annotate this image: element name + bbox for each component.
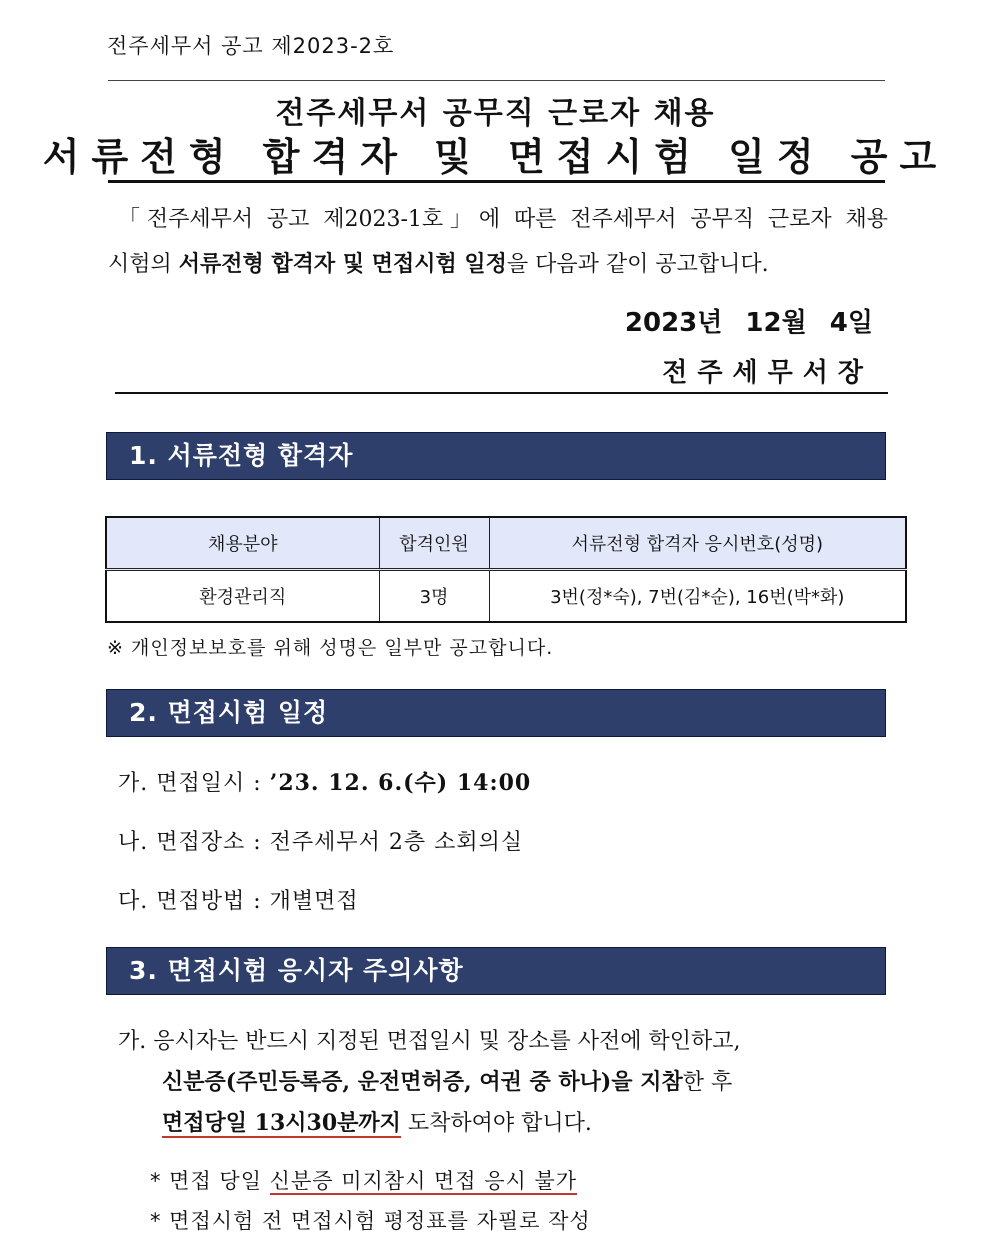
id-requirement: 신분증(주민등록증, 운전면허증, 여권 중 하나)을 지참 bbox=[162, 1069, 683, 1095]
table-header-applicants: 서류전형 합격자 응시번호(성명) bbox=[489, 517, 906, 570]
top-divider bbox=[108, 80, 885, 81]
table-cell-field: 환경관리직 bbox=[106, 570, 379, 623]
title-divider bbox=[108, 180, 885, 183]
results-table bbox=[105, 516, 907, 623]
precautions-line-2 bbox=[118, 1062, 888, 1103]
intro-line-2-prefix: 시험의 bbox=[108, 252, 179, 277]
table-header-row bbox=[106, 517, 906, 570]
table-header-count: 합격인원 bbox=[379, 517, 489, 570]
section-1-heading: 1. 서류전형 합격자 bbox=[106, 432, 886, 480]
title-line-2: 서류전형 합격자 및 면접시험 일정 공고 bbox=[42, 135, 949, 179]
privacy-note: ※ 개인정보보호를 위해 성명은 일부만 공고합니다. bbox=[107, 637, 554, 659]
interview-date-value: ’23. 12. 6.(수) 14:00 bbox=[269, 770, 532, 796]
bullet-1-prefix: * 면접 당일 bbox=[150, 1169, 270, 1193]
title-line-1: 전주세무서 공무직 근로자 채용 bbox=[275, 96, 716, 131]
bullet-2-text: * 면접시험 전 면접시험 평정표를 자필로 작성 bbox=[150, 1209, 591, 1233]
signer: 전주세무서장 bbox=[662, 358, 873, 388]
interview-place-label: 나. 면접장소 : bbox=[118, 830, 270, 855]
intro-line-2 bbox=[108, 252, 769, 277]
interview-method-label: 다. 면접방법 : bbox=[118, 889, 270, 914]
signature-divider bbox=[115, 392, 888, 394]
interview-date-item bbox=[118, 766, 531, 797]
precautions-line-2-rest: 한 후 bbox=[682, 1070, 733, 1095]
arrival-deadline: 면접당일 13시30분까지 bbox=[162, 1110, 401, 1136]
intro-line-2-bold: 서류전형 합격자 및 면접시험 일정 bbox=[178, 251, 507, 277]
notice-date: 2023년 12월 4일 bbox=[624, 308, 873, 338]
interview-method-value: 개별면접 bbox=[269, 889, 359, 914]
bullet-1-emphasis: 신분증 미지참시 면접 응시 불가 bbox=[269, 1169, 578, 1193]
precautions-paragraph bbox=[118, 1022, 888, 1144]
table-cell-applicants: 3번(정*숙), 7번(김*순), 16번(박*화) bbox=[489, 570, 906, 623]
interview-date-label: 가. 면접일시 : bbox=[118, 771, 270, 796]
table-row bbox=[106, 570, 906, 623]
interview-method-item bbox=[118, 884, 359, 915]
precautions-line-3 bbox=[118, 1103, 888, 1144]
table-header-field: 채용분야 bbox=[106, 517, 379, 570]
intro-paragraph bbox=[108, 198, 888, 287]
bullet-item bbox=[150, 1205, 591, 1235]
interview-place-value: 전주세무서 2층 소회의실 bbox=[269, 830, 524, 855]
interview-place-item bbox=[118, 825, 523, 856]
intro-line-1: 「전주세무서 공고 제2023-1호」에 따른 전주세무서 공무직 근로자 채용 bbox=[118, 207, 888, 232]
notice-number: 전주세무서 공고 제2023-2호 bbox=[107, 34, 395, 58]
section-3-heading: 3. 면접시험 응시자 주의사항 bbox=[106, 947, 886, 995]
precautions-line-3-rest: 도착하여야 합니다. bbox=[400, 1111, 592, 1136]
section-2-heading: 2. 면접시험 일정 bbox=[106, 689, 886, 737]
intro-line-2-suffix: 을 다음과 같이 공고합니다. bbox=[506, 252, 769, 277]
precautions-line-1: 가. 응시자는 반드시 지정된 면접일시 및 장소를 사전에 학인하고, bbox=[118, 1029, 741, 1054]
bullet-item bbox=[150, 1165, 577, 1195]
table-cell-count: 3명 bbox=[379, 570, 489, 623]
